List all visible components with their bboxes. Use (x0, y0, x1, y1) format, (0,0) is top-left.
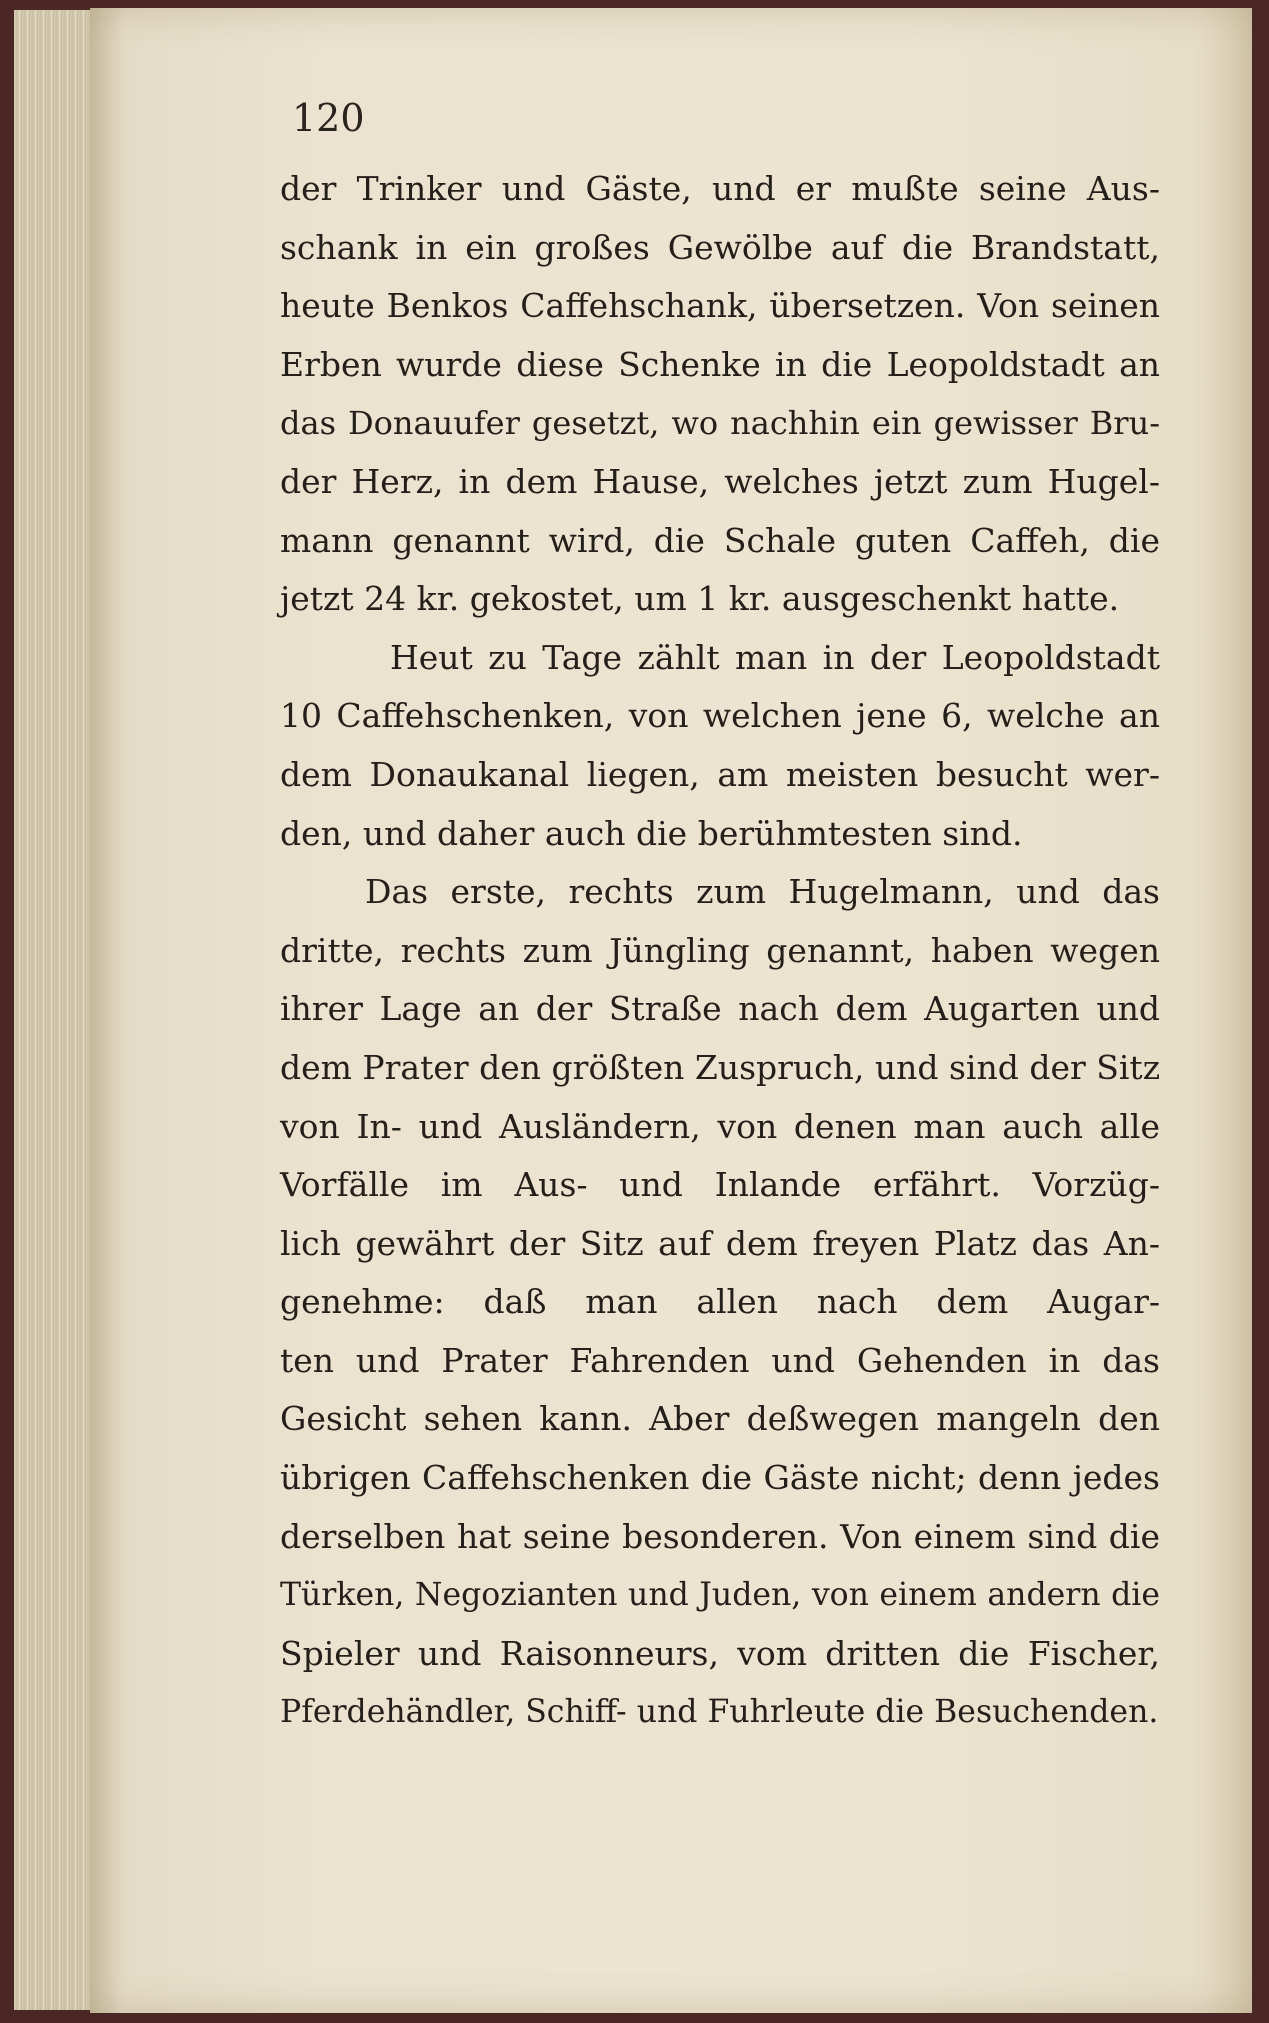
text-line: Das erste, rechts zum Hugelmann, und das (365, 872, 1160, 912)
text-line: Pferdehändler, Schiff- und Fuhrleute die Besuchenden. (280, 1694, 1159, 1731)
text-line: den, und daher auch die berühmtesten sind. (280, 813, 1023, 853)
text-line: lich gewährt der Sitz auf dem freyen Platz das An- (280, 1223, 1160, 1263)
text-line: genehme: daß man allen nach dem Augar- (280, 1282, 1160, 1322)
text-line: das Donauufer gesetzt, wo nachhin ein gewisser Bru- (280, 404, 1160, 443)
text-line: der Herz, in dem Hause, welches jetzt zum Hugel- (280, 461, 1160, 501)
text-line: dem Donaukanal liegen, am meisten besucht wer- (280, 754, 1160, 794)
text-line: derselben hat seine besonderen. Von einem sind die (280, 1516, 1160, 1556)
text-line: dem Prater den größten Zuspruch, und sind der Sitz (280, 1047, 1161, 1087)
text-line: Gesicht sehen kann. Aber deßwegen mangeln den (280, 1399, 1160, 1439)
text-line: ihrer Lage an der Straße nach dem Augarten und (280, 989, 1160, 1029)
text-line: dritte, rechts zum Jüngling genannt, haben wegen (280, 930, 1160, 970)
text-line: 10 Caffehschenken, von welchen jene 6, welche an (280, 696, 1160, 736)
text-line: der Trinker und Gäste, und er mußte seine Aus- (280, 169, 1160, 208)
page-body-text (280, 160, 1160, 1742)
text-line: von In- und Ausländern, von denen man auch alle (280, 1106, 1160, 1146)
text-line: jetzt 24 kr. gekostet, um 1 kr. ausgeschenkt hatte. (280, 579, 1120, 619)
text-line: ten und Prater Fahrenden und Gehenden in das (280, 1340, 1160, 1380)
page-edges (14, 10, 94, 2010)
text-line: Türken, Negozianten und Juden, von einem andern die (280, 1577, 1160, 1614)
page-number: 120 (292, 96, 365, 140)
text-line: schank in ein großes Gewölbe auf die Brandstatt, (280, 227, 1160, 267)
text-line: Heut zu Tage zählt man in der Leopoldstadt (390, 637, 1160, 677)
text-line: Spieler und Raisonneurs, vom dritten die Fischer, (280, 1633, 1160, 1673)
text-line: heute Benkos Caffehschank, übersetzen. Von seinen (280, 286, 1160, 326)
text-line: Erben wurde diese Schenke in die Leopoldstadt an (280, 344, 1160, 384)
text-line: mann genannt wird, die Schale guten Caffeh, die (280, 520, 1160, 560)
text-line: übrigen Caffehschenken die Gäste nicht; denn jedes (280, 1458, 1160, 1498)
text-line: Vorfälle im Aus- und Inlande erfährt. Vorzüg- (280, 1165, 1160, 1205)
